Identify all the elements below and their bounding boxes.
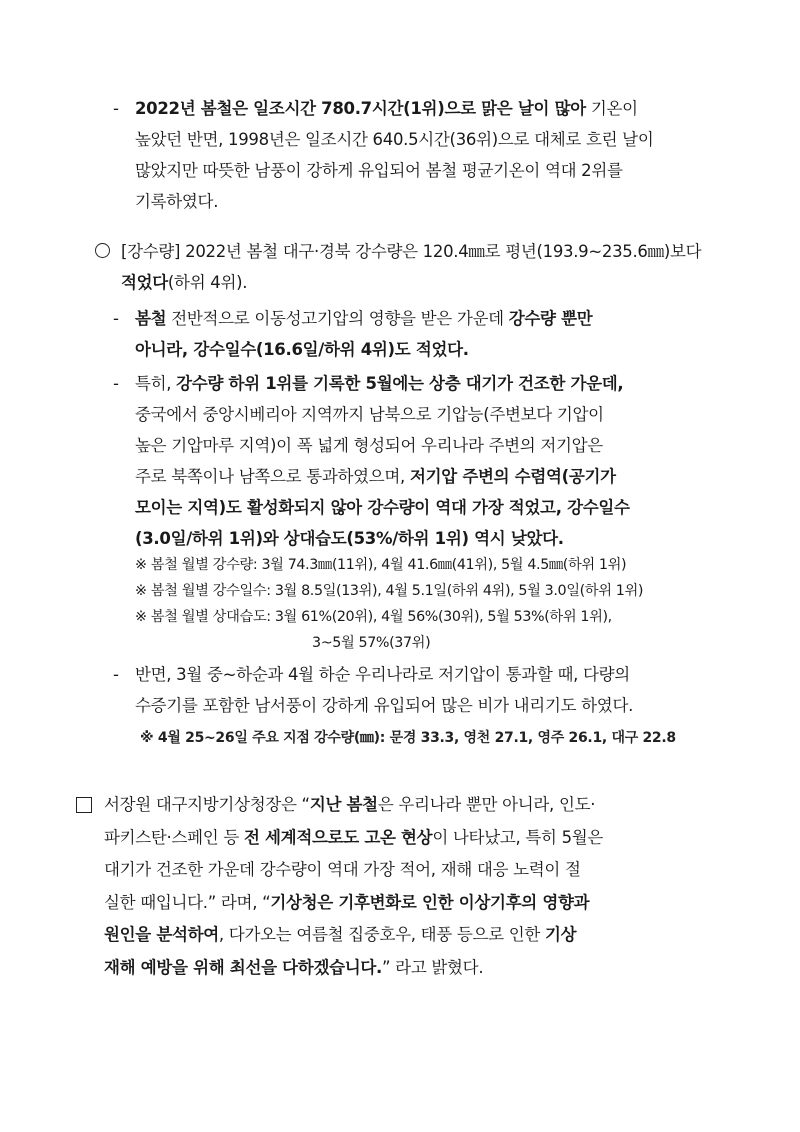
paragraph-lines bbox=[113, 303, 753, 365]
text-run: 특히, bbox=[135, 374, 177, 393]
administrator-quote-paragraph bbox=[76, 789, 756, 984]
text-run: 높은 기압마루 지역)이 폭 넓게 형성되어 우리나라 주변의 저기압은 bbox=[135, 436, 603, 455]
text-line bbox=[104, 789, 756, 822]
dash-marker: - bbox=[113, 99, 119, 118]
bold-text-run: 기상청은 기후변화로 인한 이상기후의 영향과 bbox=[270, 892, 590, 912]
paragraph-lines bbox=[113, 659, 753, 721]
text-run: 서장원 대구지방기상청장은 “ bbox=[104, 795, 310, 814]
text-line bbox=[135, 461, 753, 492]
text-line bbox=[135, 399, 753, 430]
paragraph-lines bbox=[113, 368, 753, 554]
monthly-humidity-note: ※ 봄철 월별 상대습도: 3월 61%(20위), 4월 56%(30위), 5월 53%(하위 1위), bbox=[135, 609, 612, 625]
bold-text-run: 아니라, 강수일수(16.6일/하위 4위)도 적었다. bbox=[135, 340, 469, 359]
bold-text-run: 지난 봄철 bbox=[309, 795, 378, 814]
text-run: 이 나타났고, 특히 5월은 bbox=[432, 827, 604, 847]
seasonal-humidity-note: 3~5월 57%(37위) bbox=[312, 635, 431, 651]
text-line bbox=[104, 952, 756, 985]
text-run: ” 라고 밝혔다. bbox=[381, 957, 484, 977]
text-line bbox=[104, 854, 756, 887]
sunshine-paragraph bbox=[113, 93, 753, 217]
bold-text-run: 기상 bbox=[544, 925, 577, 944]
text-run: , 다가오는 여름철 집중호우, 태풍 등으로 인한 bbox=[218, 925, 545, 944]
bold-text-run: 강수량 뿐만 bbox=[508, 309, 593, 328]
text-line bbox=[135, 93, 753, 124]
precipitation-detail-1 bbox=[113, 303, 753, 365]
bold-text-run: 모이는 지역)도 활성화되지 않아 강수량이 역대 가장 적었고, 강수일수 bbox=[135, 498, 630, 517]
bold-text-run: (3.0일/하위 1위)와 상대습도(53%/하위 1위) 역시 낮았다. bbox=[135, 529, 564, 548]
text-run: 수증기를 포함한 남서풍이 강하게 유입되어 많은 비가 내리기도 하였다. bbox=[135, 696, 634, 715]
precipitation-detail-3 bbox=[113, 659, 753, 721]
dash-marker: - bbox=[113, 374, 119, 393]
bold-text-run: 원인을 분석하여 bbox=[104, 925, 219, 944]
text-run: 전반적으로 이동성고기압의 영향을 받은 가운데 bbox=[166, 309, 509, 328]
text-run: 파키스탄·스페인 등 bbox=[104, 827, 244, 847]
monthly-rain-days-note: ※ 봄철 월별 강수일수: 3월 8.5일(13위), 4월 5.1일(하위 4위), 5월 3.0일(하위 1위) bbox=[135, 583, 644, 599]
text-line bbox=[135, 523, 753, 554]
text-run: 기온이 bbox=[585, 99, 638, 118]
text-line bbox=[135, 659, 753, 690]
april-rainfall-note: ※ 4월 25~26일 주요 지점 강수량(㎜): 문경 33.3, 영천 27.1, 영주 26.1, 대구 22.8 bbox=[140, 730, 676, 746]
text-line bbox=[104, 919, 756, 952]
paragraph-lines bbox=[95, 236, 755, 298]
text-line bbox=[135, 334, 753, 365]
precipitation-heading bbox=[95, 236, 755, 298]
bold-text-run: 봄철 bbox=[135, 309, 167, 328]
paragraph-lines bbox=[113, 93, 753, 217]
bold-text-run: 적었다 bbox=[121, 273, 168, 292]
text-line bbox=[104, 887, 756, 920]
text-run: 중국에서 중앙시베리아 지역까지 남북으로 기압능(주변보다 기압이 bbox=[135, 405, 604, 424]
text-line bbox=[135, 155, 753, 186]
bold-text-run: 강수량 하위 1위를 기록한 5월에는 상층 대기가 건조한 가운데, bbox=[176, 374, 624, 393]
text-run: 실한 때입니다.” 라며, “ bbox=[104, 892, 271, 912]
text-line bbox=[135, 430, 753, 461]
text-line bbox=[121, 267, 755, 298]
text-line bbox=[135, 186, 753, 217]
text-run: (하위 4위). bbox=[167, 273, 248, 292]
bold-text-run: 2022년 봄철은 일조시간 780.7시간(1위)으로 맑은 날이 많아 bbox=[135, 99, 586, 118]
text-line bbox=[135, 124, 753, 155]
circle-marker bbox=[95, 236, 110, 267]
dash-marker: - bbox=[113, 309, 119, 328]
text-run: 주로 북쪽이나 남쪽으로 통과하였으며, bbox=[135, 467, 410, 486]
text-line bbox=[135, 492, 753, 523]
text-line bbox=[104, 822, 756, 855]
text-line bbox=[121, 236, 755, 267]
text-run: 은 우리나라 뿐만 아니라, 인도· bbox=[377, 795, 596, 814]
text-line bbox=[135, 690, 753, 721]
precipitation-detail-2 bbox=[113, 368, 753, 554]
text-run: [강수량] 2022년 봄철 대구·경북 강수량은 120.4㎜로 평년(193.9~235.6㎜)보다 bbox=[121, 242, 702, 261]
bold-text-run: 전 세계적으로도 고온 현상 bbox=[243, 827, 433, 847]
text-line bbox=[135, 303, 753, 334]
bold-text-run: 저기압 주변의 수렴역(공기가 bbox=[409, 467, 616, 486]
text-run: 반면, 3월 중~하순과 4월 하순 우리나라로 저기압이 통과할 때, 다량의 bbox=[135, 665, 630, 684]
text-run: 대기가 건조한 가운데 강수량이 역대 가장 적어, 재해 대응 노력이 절 bbox=[104, 860, 581, 879]
text-line bbox=[135, 368, 753, 399]
text-run: 많았지만 따뜻한 남풍이 강하게 유입되어 봄철 평균기온이 역대 2위를 bbox=[135, 161, 623, 180]
text-run: 높았던 반면, 1998년은 일조시간 640.5시간(36위)으로 대체로 흐린 날이 bbox=[135, 130, 654, 149]
text-run: 기록하였다. bbox=[135, 192, 219, 211]
monthly-precip-note: ※ 봄철 월별 강수량: 3월 74.3㎜(11위), 4월 41.6㎜(41위), 5월 4.5㎜(하위 1위) bbox=[135, 557, 627, 573]
bold-text-run: 재해 예방을 위해 최선을 다하겠습니다. bbox=[104, 957, 382, 977]
dash-marker: - bbox=[113, 665, 119, 684]
square-marker bbox=[76, 790, 92, 823]
paragraph-lines bbox=[76, 789, 756, 984]
